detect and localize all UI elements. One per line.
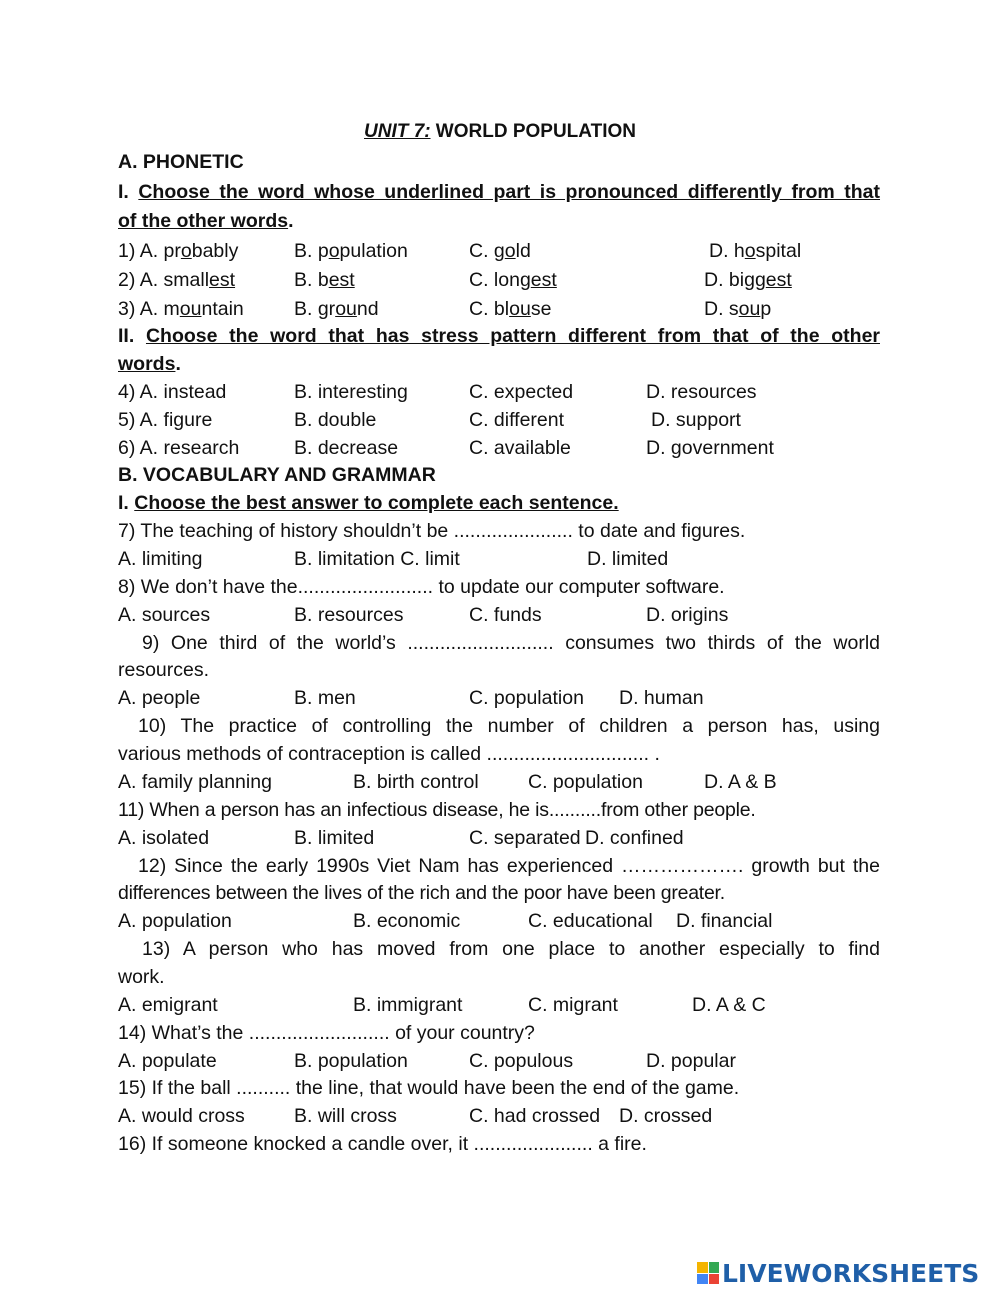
- logo-text: LIVEWORKSHEETS: [722, 1258, 980, 1288]
- liveworksheets-logo[interactable]: [697, 1258, 979, 1288]
- question-11-stem: 11) When a person has an infectious disease, he is..........from other people.: [118, 799, 756, 821]
- part-ii-instruction-line2: words.: [118, 353, 181, 375]
- question-15-stem: 15) If the ball .......... the line, that would have been the end of the game.: [118, 1077, 740, 1099]
- question-7-stem: 7) The teaching of history shouldn’t be ...................... to date and figures.: [118, 520, 746, 542]
- question-10-stem-line1: 10) The practice of controlling the number of children a person has, using: [138, 715, 880, 737]
- part-b-i-instruction: I. Choose the best answer to complete each sentence.: [118, 492, 619, 514]
- question-13-stem-line2: work.: [118, 966, 165, 988]
- page-title: [0, 121, 1000, 143]
- title-unit: UNIT 7:: [364, 121, 431, 142]
- question-14-stem: 14) What’s the .......................... of your country?: [118, 1022, 535, 1044]
- question-9-stem-line2: resources.: [118, 659, 210, 681]
- section-b-heading: B. VOCABULARY AND GRAMMAR: [118, 464, 436, 486]
- part-i-instruction-line1: I. Choose the word whose underlined part is pronounced differently from that: [118, 181, 881, 203]
- question-10-stem-line2: various methods of contraception is called .............................. .: [118, 743, 660, 765]
- section-a-heading: A. PHONETIC: [118, 151, 244, 173]
- question-13-stem-line1: 13) A person who has moved from one place to another especially to find: [142, 938, 880, 960]
- question-12-stem-line1: 12) Since the early 1990s Viet Nam has experienced ………………. growth but the: [138, 855, 880, 877]
- question-12-stem-line2: differences between the lives of the rich and the poor have been greater.: [118, 882, 725, 904]
- worksheet-page: UNIT 7: WORLD POPULATION A. PHONETIC I. Choose the word whose underlined part is pronounced differently from that of the other words. 1) A. probably B. population C. gold D. hospital 2) A. smallest B. best C. longest D. biggest 3) A. mountain B. ground C. blouse D. soup II. Choose the word that has stress pattern different from that of the other words. 4) A. instead B. interesting C. expected D. resources 5) A. figure B. double C. different D. support 6) A. research B. decrease C. available D. government B. VOCABULARY AND GRAMMAR I. Choose the best answer to complete each sentence. 7) The teaching of history shouldn’t be ...................... to date and figures. A. limiting B. limitation C. limit D. limited 8) We don’t have the......................... to update our computer software. A. sources B. resources C. funds D. origins 9) One third of the world’s ........................... consumes two thirds of the world resources. A. people B. men C. population D. human 10) The practice of controlling the number of children a person has, using various methods of contraception is called .............................. . A. family planning B. birth control C. population D. A & B 11) When a person has an infectious disease, he is..........from other people. A. isolated B. limited C. separated D. confined 12) Since the early 1990s Viet Nam has experienced ………………. growth but the differences between the lives of the rich and the poor have been greater. A. population B. economic C. educational D. financial 13) A person who has moved from one place to another especially to find work. A. emigrant B. immigrant C. migrant D. A & C 14) What’s the .......................... of your country? A. populate B. population C. populous D. popular 15) If the ball .......... the line, that would have been the end of the game. A. would cross B. will cross C. had crossed D. crossed 16) If someone knocked a candle over, it ...................... a fire. LIVEWORKSHEETS: [0, 0, 1000, 1291]
- title-text: WORLD POPULATION: [435, 121, 636, 142]
- part-ii-instruction-line1: II. Choose the word that has stress pattern different from that of the other: [118, 325, 880, 347]
- question-8-stem: 8) We don’t have the......................... to update our computer software.: [118, 576, 725, 598]
- question-16-stem: 16) If someone knocked a candle over, it ...................... a fire.: [118, 1133, 647, 1155]
- question-9-stem-line1: 9) One third of the world’s ........................... consumes two thirds of the world: [142, 632, 880, 654]
- logo-blocks-icon: [697, 1262, 719, 1284]
- part-i-instruction-line2: of the other words.: [118, 210, 294, 232]
